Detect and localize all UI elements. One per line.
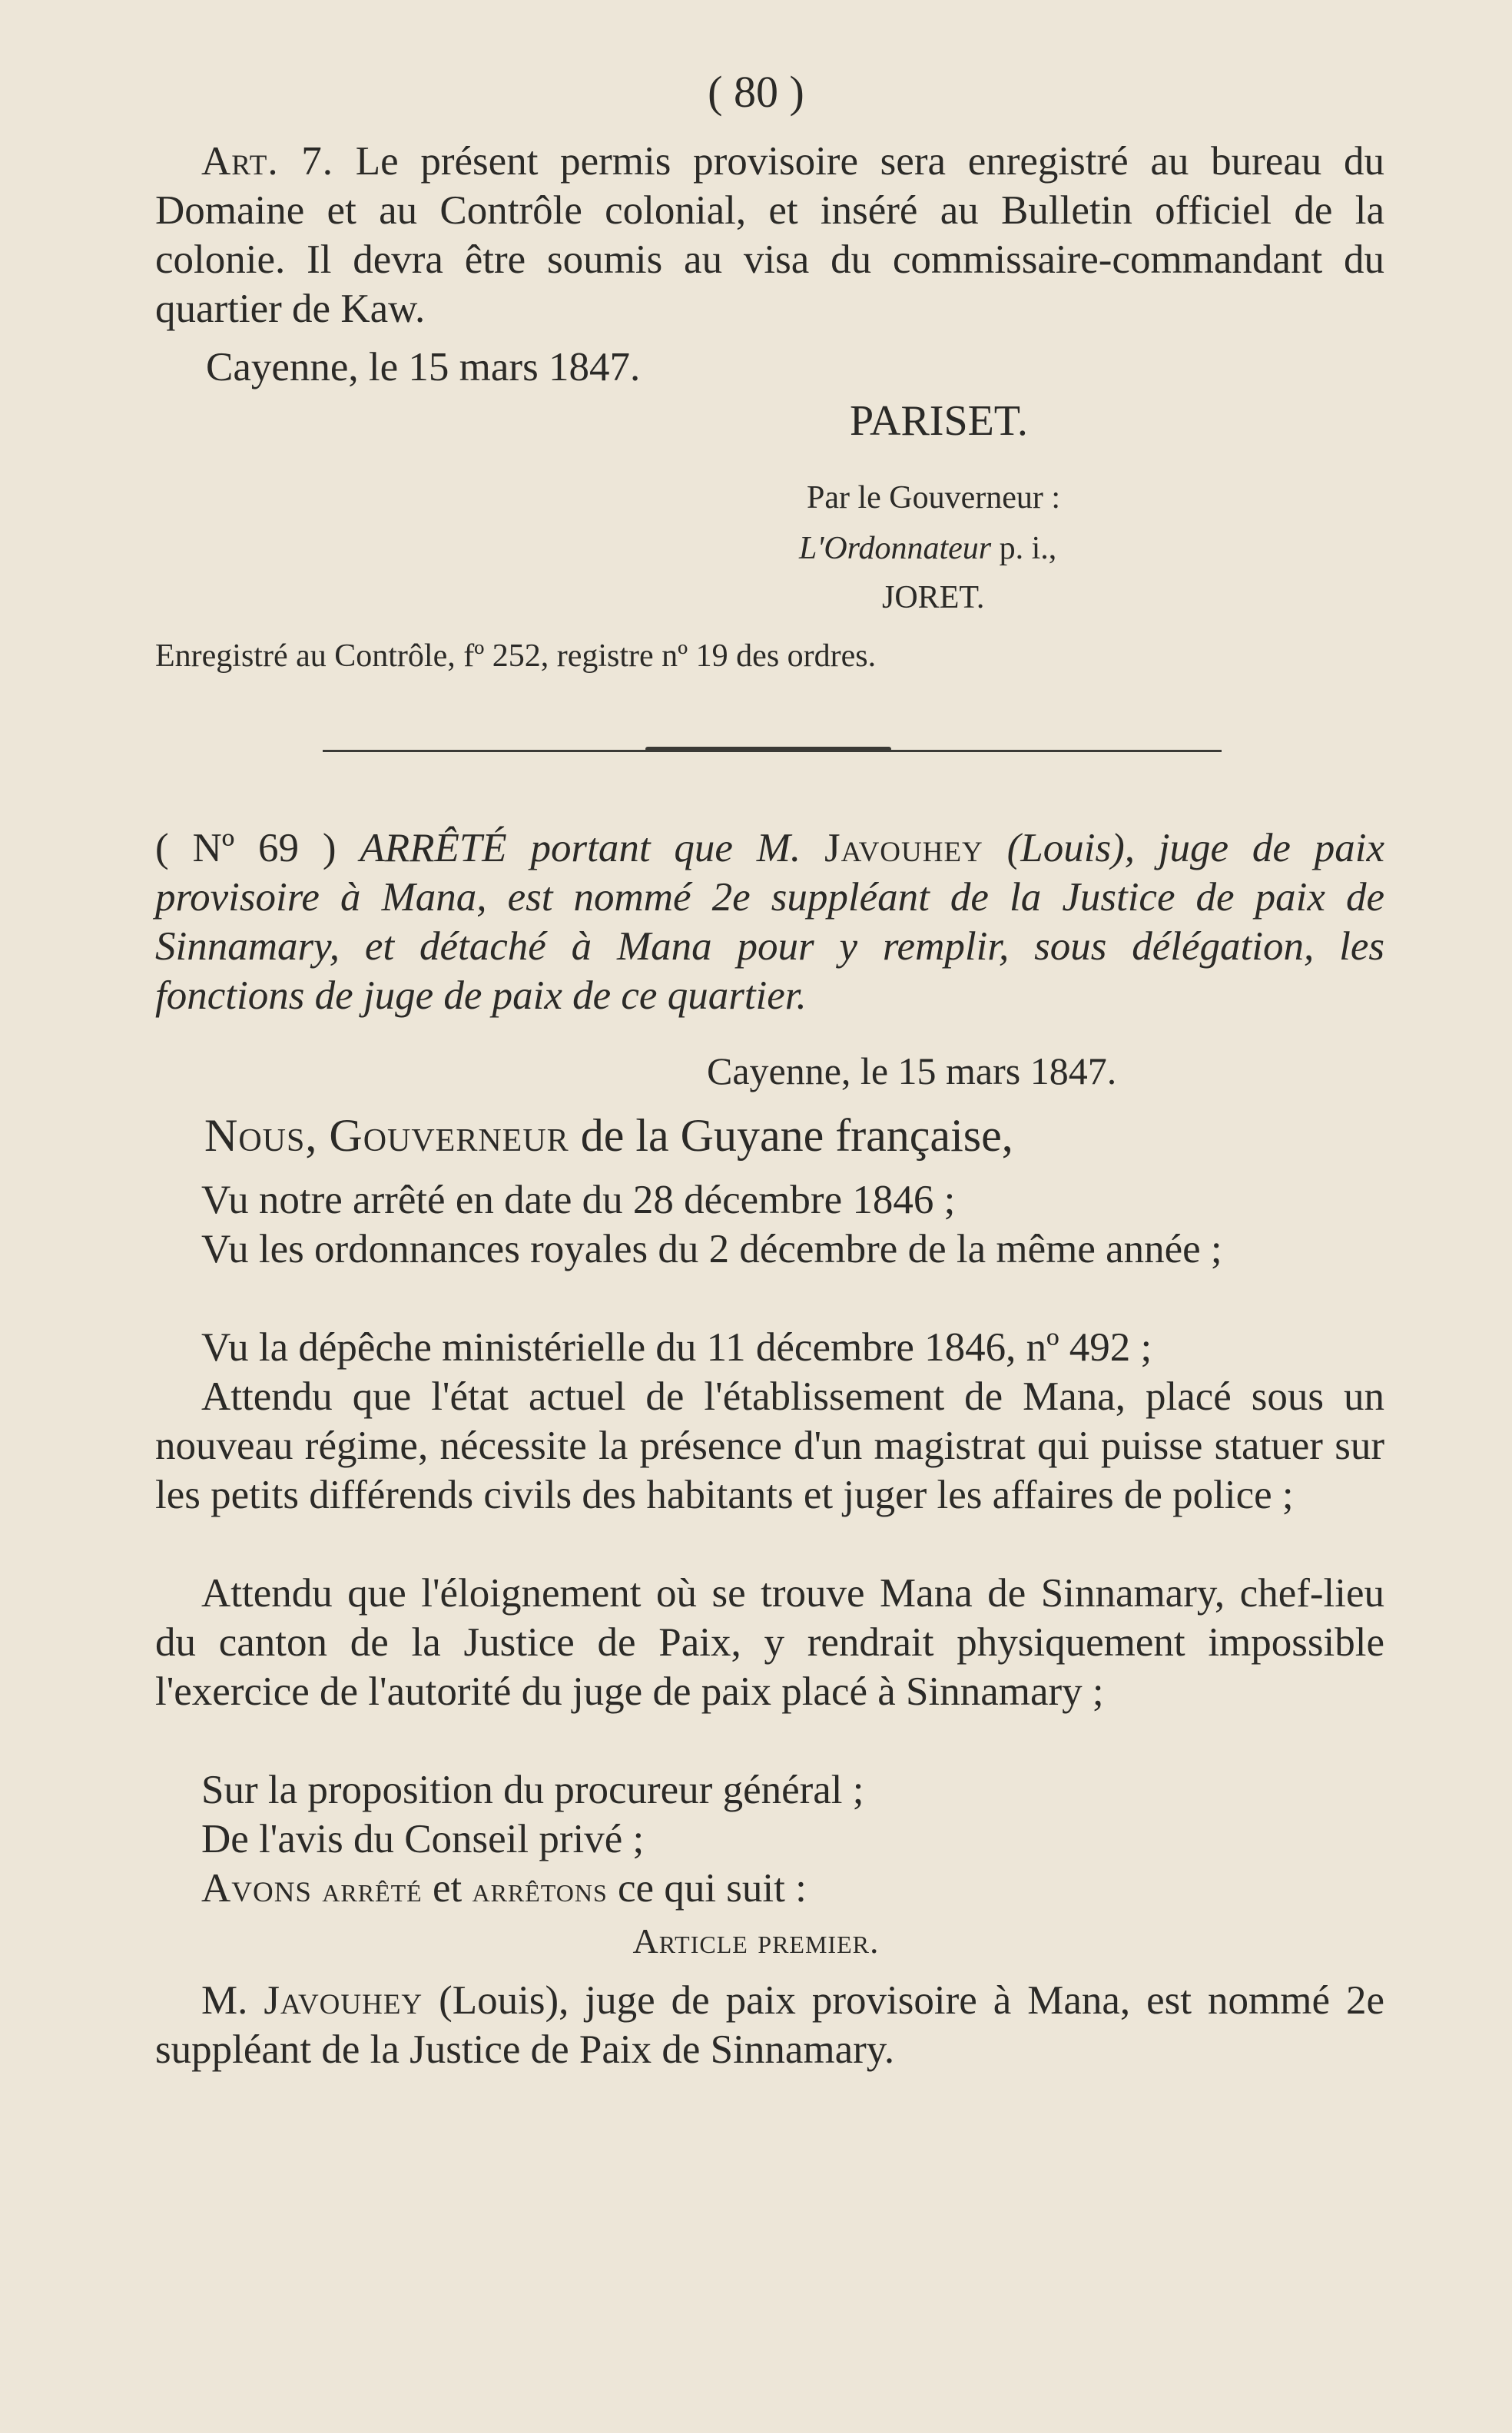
decree-title: [155, 824, 1384, 1020]
de-l-avis: De l'avis du Conseil privé ;: [201, 1817, 645, 1861]
final-article: M. Javouhey (Louis), juge de paix provisoire à Mana, est nommé 2e suppléant de la Justice de Paix de Sinnamary.: [155, 1978, 1385, 2072]
preamble-rest: de la Guyane française,: [580, 1110, 1013, 1161]
registration-note: Enregistré au Contrôle, fº 252, registre nº 19 des ordres.: [155, 638, 877, 674]
sur-la-proposition: Sur la proposition du procureur général ;: [201, 1768, 864, 1812]
vu-1: Vu notre arrêté en date du 28 décembre 1846 ;: [201, 1178, 956, 1222]
decree-name: Javouhey: [824, 826, 983, 870]
avons-arrete: Avons arrêté et arrêtons ce qui suit :: [201, 1866, 807, 1911]
decree-number: ( Nº 69 ): [155, 826, 337, 870]
decree-title-part-2: (Louis), juge de paix provisoire à Mana, est nommé 2e suppléant de la Justice de paix de Sinnamary, et détaché à Mana pour y remplir, sous délégation, les fonctions de juge de paix de ce quartier.: [155, 826, 1384, 1018]
place-date-1: Cayenne, le 15 mars 1847.: [206, 345, 641, 389]
preamble-gouverneur: Gouverneur: [329, 1110, 569, 1161]
page-number: ( 80 ): [708, 67, 804, 117]
decree-title-part-1: ARRÊTÉ portant que M.: [360, 826, 801, 870]
attendu-2: Attendu que l'éloignement où se trouve Mana de Sinnamary, chef-lieu du canton de la Justice de Paix, y rendrait physiquement impossible l'exercice de l'autorité du juge de paix placé à Sinnamary ;: [155, 1571, 1384, 1714]
signature-pariset: PARISET.: [850, 397, 1028, 445]
article-7-label: Art. 7.: [201, 139, 334, 184]
vu-2: Vu les ordonnances royales du 2 décembre de la même année ;: [201, 1227, 1222, 1271]
ordonnateur-line: [799, 524, 1056, 573]
article-7-paragraph: [155, 137, 1384, 333]
ordonnateur-suffix: p. i.,: [999, 531, 1057, 566]
article-premier: Article premier.: [632, 1921, 880, 1961]
preamble: [204, 1111, 1013, 1160]
par-le-gouverneur: Par le Gouverneur :: [807, 480, 1061, 515]
preamble-nous: Nous,: [204, 1110, 318, 1161]
place-date-2: Cayenne, le 15 mars 1847.: [707, 1049, 1117, 1092]
signature-joret: JORET.: [882, 580, 985, 615]
attendu-1: Attendu que l'état actuel de l'établissement de Mana, placé sous un nouveau régime, nécessite la présence d'un magistrat qui puisse statuer sur les petits différends civils des habitants et juger les affaires de police ;: [155, 1374, 1384, 1517]
section-divider-center: [645, 747, 891, 751]
vu-3: Vu la dépêche ministérielle du 11 décembre 1846, nº 492 ;: [201, 1325, 1152, 1370]
ordonnateur-title: L'Ordonnateur: [799, 531, 992, 566]
article-7-text: Le présent permis provisoire sera enregistré au bureau du Domaine et au Contrôle colonial, et inséré au Bulletin officiel de la colonie. Il devra être soumis au visa du commissaire-commandant du quartier de Kaw.: [155, 139, 1384, 331]
